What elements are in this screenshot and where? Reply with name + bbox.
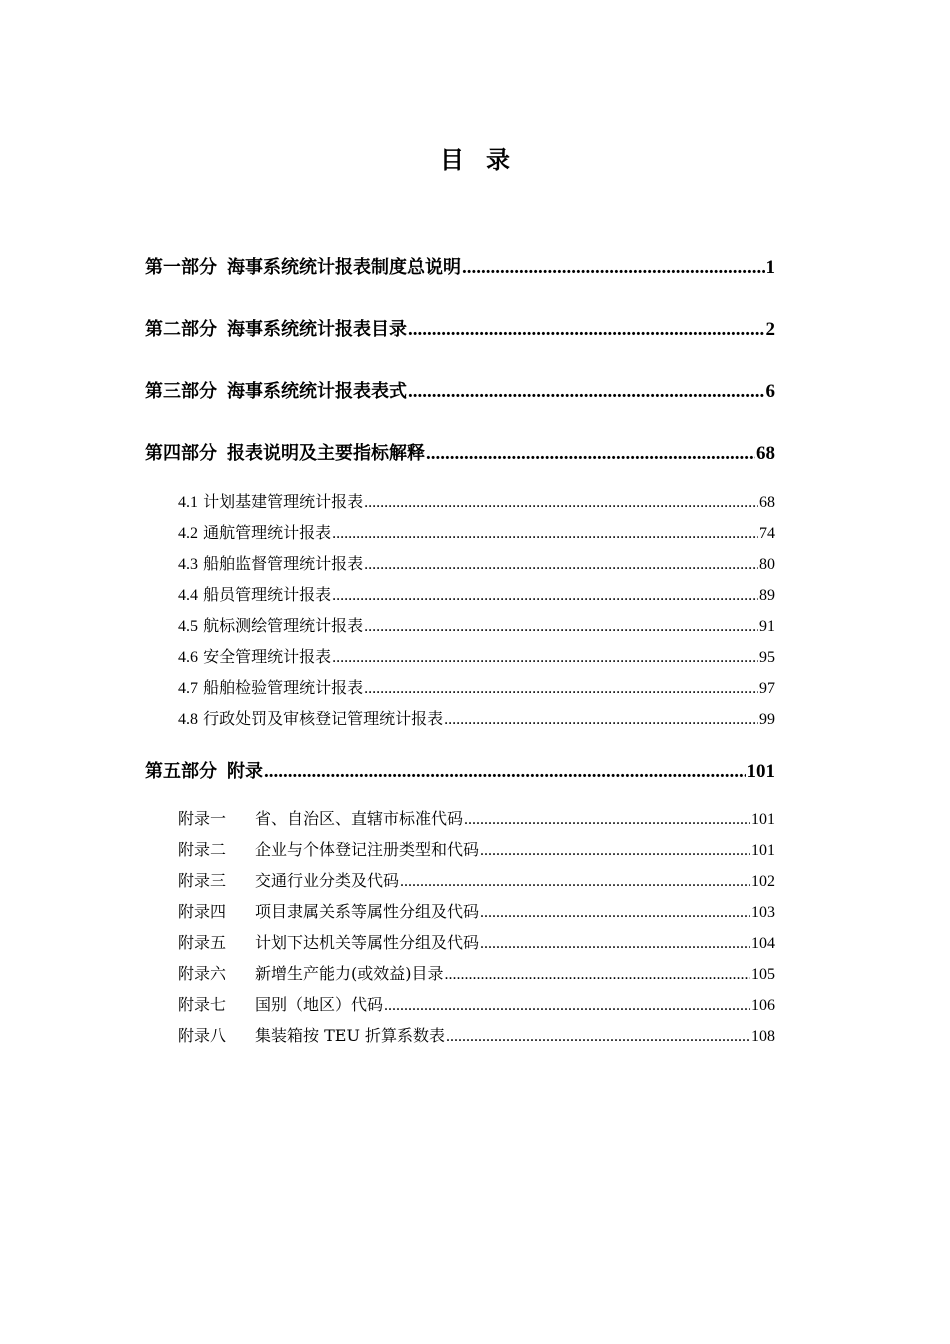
dot-leader bbox=[332, 525, 758, 543]
dot-leader bbox=[480, 842, 750, 860]
toc-appendix-4[interactable] bbox=[178, 899, 775, 922]
section-number: 4.3 bbox=[178, 556, 198, 573]
dot-leader bbox=[364, 618, 758, 636]
page-number: 108 bbox=[751, 1028, 775, 1045]
toc-part-4[interactable] bbox=[145, 439, 775, 465]
page-number: 99 bbox=[759, 711, 775, 728]
part-prefix: 第四部分 bbox=[145, 443, 217, 464]
page-number: 97 bbox=[759, 680, 775, 697]
page-number: 106 bbox=[751, 997, 775, 1014]
toc-appendix-7[interactable] bbox=[178, 992, 775, 1015]
toc-section-4-1[interactable] bbox=[178, 489, 775, 512]
page-number: 89 bbox=[759, 587, 775, 604]
page-number: 74 bbox=[759, 525, 775, 542]
part-name: 海事系统统计报表目录 bbox=[227, 319, 407, 340]
dot-leader bbox=[384, 997, 750, 1015]
appendix-tag: 附录七 bbox=[178, 995, 227, 1014]
part-prefix: 第一部分 bbox=[145, 257, 217, 278]
appendix-name: 新增生产能力(或效益)目录 bbox=[255, 964, 444, 983]
section-number: 4.8 bbox=[178, 711, 198, 728]
part-name: 附录 bbox=[227, 761, 263, 782]
toc-appendix-1[interactable] bbox=[178, 806, 775, 829]
section-number: 4.7 bbox=[178, 680, 198, 697]
toc-section-4-3[interactable] bbox=[178, 551, 775, 574]
appendix-tag: 附录三 bbox=[178, 871, 227, 890]
section-name: 船舶检验管理统计报表 bbox=[203, 678, 364, 697]
page-number: 91 bbox=[759, 618, 775, 635]
toc-section-4-4[interactable] bbox=[178, 582, 775, 605]
dot-leader bbox=[480, 935, 750, 953]
dot-leader bbox=[264, 761, 746, 783]
toc-section-4-5[interactable] bbox=[178, 613, 775, 636]
page-number: 105 bbox=[751, 966, 775, 983]
page-number: 103 bbox=[751, 904, 775, 921]
page-number: 68 bbox=[759, 494, 775, 511]
appendix-tag: 附录二 bbox=[178, 840, 227, 859]
dot-leader bbox=[426, 443, 755, 465]
page-number: 101 bbox=[746, 761, 775, 782]
dot-leader bbox=[444, 711, 758, 729]
dot-leader bbox=[464, 811, 750, 829]
part-prefix: 第三部分 bbox=[145, 381, 217, 402]
page-number: 80 bbox=[759, 556, 775, 573]
dot-leader bbox=[364, 556, 758, 574]
section-name: 安全管理统计报表 bbox=[203, 647, 332, 666]
appendix-tag: 附录六 bbox=[178, 964, 227, 983]
section-name: 航标测绘管理统计报表 bbox=[203, 616, 364, 635]
toc-section-4-6[interactable] bbox=[178, 644, 775, 667]
dot-leader bbox=[408, 381, 765, 403]
section-name: 计划基建管理统计报表 bbox=[203, 492, 364, 511]
appendix-tag: 附录一 bbox=[178, 809, 227, 828]
dot-leader bbox=[400, 873, 750, 891]
dot-leader bbox=[364, 494, 758, 512]
appendix-name: 省、自治区、直辖市标准代码 bbox=[255, 809, 464, 828]
appendix-tag: 附录八 bbox=[178, 1026, 227, 1045]
appendix-name: 企业与个体登记注册类型和代码 bbox=[255, 840, 480, 859]
section-number: 4.6 bbox=[178, 649, 198, 666]
toc-appendix-3[interactable] bbox=[178, 868, 775, 891]
appendix-name: 交通行业分类及代码 bbox=[255, 871, 400, 890]
page-number: 104 bbox=[751, 935, 775, 952]
part-name: 报表说明及主要指标解释 bbox=[227, 443, 425, 464]
section-number: 4.5 bbox=[178, 618, 198, 635]
page-number: 6 bbox=[765, 381, 775, 402]
title-char-1: 目 bbox=[440, 146, 464, 174]
section-number: 4.4 bbox=[178, 587, 198, 604]
toc-part-5[interactable] bbox=[145, 757, 775, 783]
part-name: 海事系统统计报表表式 bbox=[227, 381, 407, 402]
page-number: 101 bbox=[751, 811, 775, 828]
toc-part-2[interactable] bbox=[145, 315, 775, 341]
dot-leader bbox=[408, 319, 765, 341]
toc-appendix-2[interactable] bbox=[178, 837, 775, 860]
appendix-name: 项目隶属关系等属性分组及代码 bbox=[255, 902, 480, 921]
toc-appendix-6[interactable] bbox=[178, 961, 775, 984]
page-number: 2 bbox=[765, 319, 775, 340]
part-prefix: 第五部分 bbox=[145, 761, 217, 782]
part-name: 海事系统统计报表制度总说明 bbox=[227, 257, 461, 278]
appendix-tag: 附录四 bbox=[178, 902, 227, 921]
section-name: 行政处罚及审核登记管理统计报表 bbox=[203, 709, 444, 728]
toc-section-4-7[interactable] bbox=[178, 675, 775, 698]
title-char-2: 录 bbox=[486, 146, 510, 174]
page-number: 102 bbox=[751, 873, 775, 890]
part-prefix: 第二部分 bbox=[145, 319, 217, 340]
section-number: 4.2 bbox=[178, 525, 198, 542]
dot-leader bbox=[364, 680, 758, 698]
section-name: 船舶监督管理统计报表 bbox=[203, 554, 364, 573]
section-number: 4.1 bbox=[178, 494, 198, 511]
appendix-name: 集装箱按 TEU 折算系数表 bbox=[255, 1026, 446, 1045]
dot-leader bbox=[462, 257, 765, 279]
toc-section-4-8[interactable] bbox=[178, 706, 775, 729]
page-title bbox=[0, 140, 950, 175]
appendix-tag: 附录五 bbox=[178, 933, 227, 952]
dot-leader bbox=[480, 904, 750, 922]
dot-leader bbox=[446, 1028, 750, 1046]
page-number: 1 bbox=[765, 257, 775, 278]
dot-leader bbox=[445, 966, 751, 984]
appendix-name: 计划下达机关等属性分组及代码 bbox=[255, 933, 480, 952]
appendix-name: 国别（地区）代码 bbox=[255, 995, 384, 1014]
toc-appendix-8[interactable] bbox=[178, 1023, 775, 1046]
section-name: 通航管理统计报表 bbox=[203, 523, 332, 542]
page-number: 95 bbox=[759, 649, 775, 666]
dot-leader bbox=[332, 649, 758, 667]
dot-leader bbox=[332, 587, 758, 605]
page-number: 68 bbox=[756, 443, 775, 464]
page-number: 101 bbox=[751, 842, 775, 859]
toc-appendix-5[interactable] bbox=[178, 930, 775, 953]
toc-part-3[interactable] bbox=[145, 377, 775, 403]
toc-section-4-2[interactable] bbox=[178, 520, 775, 543]
section-name: 船员管理统计报表 bbox=[203, 585, 332, 604]
toc-part-1[interactable] bbox=[145, 253, 775, 279]
